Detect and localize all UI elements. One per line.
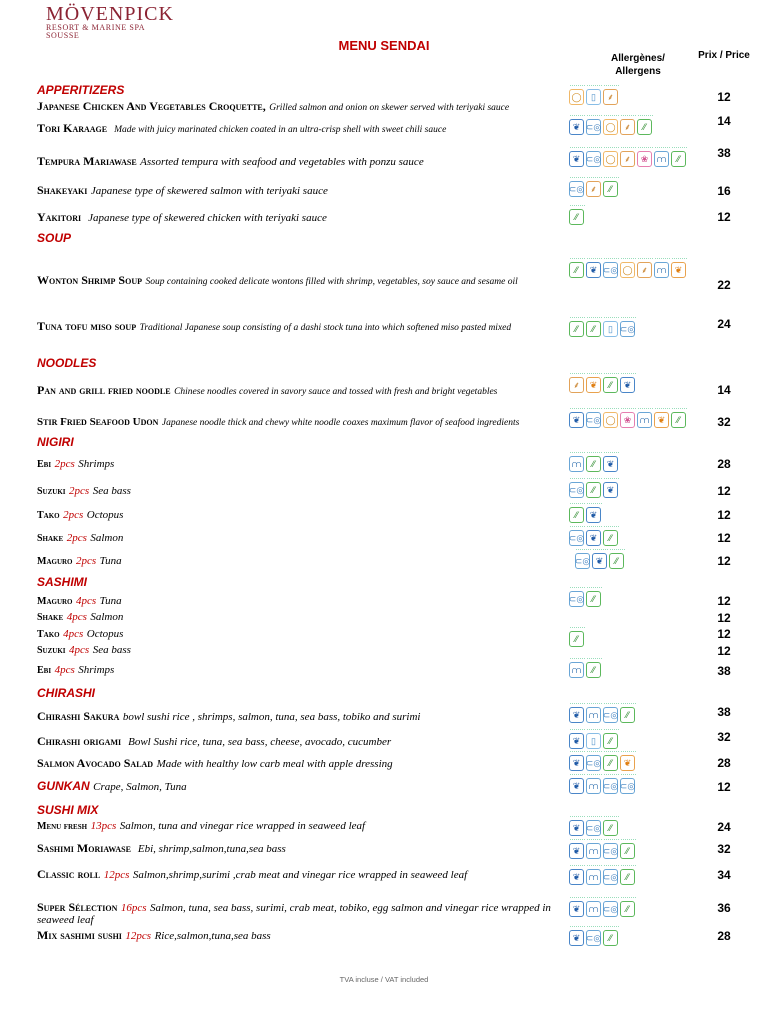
item-name: Tori Karaage (37, 121, 108, 135)
item-price: 12 (717, 611, 731, 625)
item-price: 32 (717, 730, 731, 744)
item-name: Mix sashimi sushi (37, 928, 122, 942)
item-price: 12 (717, 508, 731, 522)
soy-allergen-icon: ⁄⁄ (637, 119, 652, 135)
item-pieces: 4pcs (54, 664, 75, 676)
allergen-icons (569, 409, 704, 428)
item-price: 14 (717, 383, 731, 397)
soy-allergen-icon: ⁄⁄ (609, 553, 624, 569)
soy-allergen-icon: ⁄⁄ (586, 456, 601, 472)
menu-item (37, 485, 131, 498)
item-name: Tako (37, 629, 60, 640)
fish-allergen-icon: ⊂◎ (603, 869, 618, 885)
gluten-allergen-icon: ⸙ (620, 119, 635, 135)
soy-allergen-icon: ⁄⁄ (620, 869, 635, 885)
shellfish-allergen-icon: ❦ (569, 412, 584, 428)
soy-allergen-icon: ⁄⁄ (586, 482, 601, 498)
section-noodles: NOODLES (37, 356, 97, 370)
egg-allergen-icon: ◯ (603, 412, 618, 428)
item-name: Pan and grill fried noodle (37, 383, 171, 397)
menu-item (37, 628, 123, 641)
egg-allergen-icon: ◯ (620, 262, 635, 278)
shellfish-allergen-icon: ❦ (569, 843, 584, 859)
soy-allergen-icon: ⁄⁄ (569, 631, 584, 647)
item-price: 32 (717, 842, 731, 856)
fish-allergen-icon: ⊂◎ (586, 412, 601, 428)
item-description: Rice,salmon,tuna,sea bass (154, 930, 271, 942)
menu-item (37, 211, 327, 224)
item-name: Ebi (37, 459, 52, 470)
soy-allergen-icon: ⁄⁄ (586, 591, 601, 607)
allergen-icons (569, 659, 704, 678)
vat-footer: TVA incluse / VAT included (339, 975, 429, 984)
item-name: Shakeyaki (37, 183, 88, 197)
section-nigiri: NIGIRI (37, 435, 74, 449)
crustacean-allergen-icon: ⩋ (586, 869, 601, 885)
fish-allergen-icon: ⊂◎ (603, 707, 618, 723)
soy-allergen-icon: ⁄⁄ (569, 321, 584, 337)
item-description: Shrimps (78, 664, 115, 676)
item-price: 28 (717, 756, 731, 770)
fish-allergen-icon: ⊂◎ (586, 151, 601, 167)
soy-allergen-icon: ⁄⁄ (603, 755, 618, 771)
allergen-icons (569, 374, 704, 393)
item-name: Wonton Shrimp Soup (37, 273, 142, 287)
item-price: 12 (717, 780, 731, 794)
egg-allergen-icon: ◯ (603, 151, 618, 167)
item-name: Suzuki (37, 645, 66, 656)
item-name: Classic roll (37, 867, 101, 881)
item-pieces: 4pcs (66, 611, 87, 623)
menu-item (37, 509, 123, 522)
menu-item (37, 710, 421, 723)
item-price: 28 (717, 929, 731, 943)
soy-allergen-icon: ⁄⁄ (569, 209, 584, 225)
mollusc-allergen-icon: ❀ (637, 151, 652, 167)
shellfish-allergen-icon: ❦ (569, 755, 584, 771)
allergen-icons (569, 704, 704, 723)
item-price: 12 (717, 644, 731, 658)
crustacean-allergen-icon: ⩋ (586, 843, 601, 859)
item-price: 12 (717, 90, 731, 104)
allergen-icons (569, 840, 704, 859)
menu-item (37, 122, 446, 136)
fish-allergen-icon: ⊂◎ (603, 843, 618, 859)
item-pieces: 4pcs (63, 628, 84, 640)
allergen-icons (569, 527, 704, 546)
item-description: Salmon (90, 532, 124, 544)
item-name: Maguro (37, 556, 73, 567)
soy-allergen-icon: ⁄⁄ (671, 151, 686, 167)
shellfish-allergen-icon: ❦ (569, 151, 584, 167)
allergen-icons (569, 817, 704, 836)
soy-allergen-icon: ⁄⁄ (671, 412, 686, 428)
fish-allergen-icon: ⊂◎ (586, 755, 601, 771)
shellfish-allergen-icon: ❦ (569, 930, 584, 946)
milk-allergen-icon: ▯ (603, 321, 618, 337)
price-column-header: Prix / Price (698, 50, 750, 61)
allergen-icons (569, 178, 704, 197)
item-name: Japanese Chicken And Vegetables Croquette, (37, 99, 266, 113)
soy-allergen-icon: ⁄⁄ (603, 377, 618, 393)
allergen-icons (569, 148, 704, 167)
item-name: Tempura Mariawase (37, 154, 137, 168)
item-description: Salmon, tuna, sea bass, surimi, crab meat, tobiko, egg salmon and vinegar rice wrapped in seaweed leaf (37, 902, 551, 926)
fish-allergen-icon: ⊂◎ (569, 591, 584, 607)
fish-allergen-icon: ⊂◎ (569, 482, 584, 498)
menu-item (37, 929, 271, 942)
brand-line1: RESORT & MARINE SPA (46, 23, 146, 32)
item-pieces: 12pcs (103, 869, 130, 881)
milk-allergen-icon: ▯ (586, 733, 601, 749)
menu-item (37, 820, 365, 833)
item-pieces: 4pcs (76, 595, 97, 607)
item-description: Salmon (90, 611, 124, 623)
sesame-allergen-icon: ❦ (654, 412, 669, 428)
shellfish-allergen-icon: ❦ (569, 901, 584, 917)
menu-item (37, 735, 391, 748)
item-price: 16 (717, 184, 731, 198)
item-price: 12 (717, 554, 731, 568)
item-description: Japanese type of skewered salmon with teriyaki sauce (90, 185, 328, 197)
allergen-icons (569, 588, 704, 607)
item-description: Ebi, shrimp,salmon,tuna,sea bass (137, 843, 286, 855)
item-price: 38 (717, 664, 731, 678)
item-price: 12 (717, 484, 731, 498)
soy-allergen-icon: ⁄⁄ (603, 820, 618, 836)
allergen-icons (569, 898, 704, 917)
section-sashimi: SASHIMI (37, 575, 88, 589)
allergen-icons (569, 479, 704, 498)
allergen-icons (569, 318, 704, 337)
item-name: Shake (37, 533, 64, 544)
item-description: Shrimps (78, 458, 115, 470)
fish-allergen-icon: ⊂◎ (586, 930, 601, 946)
fish-allergen-icon: ⊂◎ (603, 262, 618, 278)
soy-allergen-icon: ⁄⁄ (586, 662, 601, 678)
crustacean-allergen-icon: ⩋ (654, 151, 669, 167)
menu-item (37, 757, 393, 770)
item-description: Tuna (99, 595, 122, 607)
section-chirashi: CHIRASHI (37, 686, 96, 700)
allergen-icons (569, 927, 704, 946)
item-description: Tuna (99, 555, 122, 567)
egg-allergen-icon: ◯ (569, 89, 584, 105)
item-description: Made with juicy marinated chicken coated in an ultra-crisp shell with sweet chili sauce (114, 125, 447, 135)
crustacean-allergen-icon: ⩋ (586, 707, 601, 723)
menu-item (37, 416, 519, 429)
item-name: GUNKAN (37, 779, 90, 793)
soy-allergen-icon: ⁄⁄ (603, 733, 618, 749)
item-name: Chirashi Sakura (37, 709, 120, 723)
item-name: Shake (37, 612, 64, 623)
item-name: Menu fresh (37, 821, 88, 832)
menu-title: MENU SENDAI (338, 38, 430, 53)
menu-item (37, 780, 187, 793)
item-price: 36 (717, 901, 731, 915)
item-name: Tuna tofu miso soup (37, 319, 137, 333)
crustacean-allergen-icon: ⩋ (637, 412, 652, 428)
item-price: 38 (717, 705, 731, 719)
allergen-icons (569, 259, 704, 278)
item-price: 22 (717, 278, 731, 292)
shellfish-allergen-icon: ❦ (569, 869, 584, 885)
item-pieces: 13pcs (90, 820, 117, 832)
menu-item (37, 901, 562, 926)
menu-item (37, 842, 286, 855)
item-description: Sea bass (92, 485, 131, 497)
item-description: Octopus (86, 509, 124, 521)
section-apperitizers: APPERITIZERS (37, 83, 125, 97)
crustacean-allergen-icon: ⩋ (586, 901, 601, 917)
allergen-icons (569, 206, 704, 225)
crustacean-allergen-icon: ⩋ (586, 778, 601, 794)
gluten-allergen-icon: ⸙ (569, 377, 584, 393)
allergen-icons (569, 775, 704, 794)
item-description: Soup containing cooked delicate wontons filled with shrimp, vegetables, soy sauce and sesame oil (145, 277, 518, 287)
menu-item (37, 100, 509, 114)
fish-allergen-icon: ⊂◎ (620, 778, 635, 794)
allergen-icons (569, 866, 704, 885)
item-price: 14 (717, 114, 731, 128)
fish-allergen-icon: ⊂◎ (620, 321, 635, 337)
fish-allergen-icon: ⊂◎ (603, 778, 618, 794)
item-price: 28 (717, 457, 731, 471)
item-price: 12 (717, 627, 731, 641)
gluten-allergen-icon: ⸙ (586, 181, 601, 197)
soy-allergen-icon: ⁄⁄ (603, 530, 618, 546)
item-description: Sea bass (92, 644, 131, 656)
brand-logo (46, 4, 176, 40)
item-name: Chirashi origami (37, 734, 122, 748)
brand-name: MÖVENPICK (46, 3, 174, 25)
soy-allergen-icon: ⁄⁄ (603, 930, 618, 946)
gluten-allergen-icon: ⸙ (620, 151, 635, 167)
item-pieces: 2pcs (66, 532, 87, 544)
item-description: Chinese noodles covered in savory sauce and tossed with fresh and bright vegetables (174, 387, 498, 397)
shellfish-allergen-icon: ❦ (569, 733, 584, 749)
item-description: Crape, Salmon, Tuna (93, 781, 187, 793)
item-name: Ebi (37, 665, 52, 676)
soy-allergen-icon: ⁄⁄ (603, 181, 618, 197)
sesame-allergen-icon: ❦ (671, 262, 686, 278)
allergens-column-header: Allergènes/ Allergens (611, 53, 665, 77)
item-description: Assorted tempura with seafood and vegetables with ponzu sauce (140, 156, 424, 168)
item-name: Yakitori (37, 210, 82, 224)
item-price: 24 (717, 820, 731, 834)
shellfish-allergen-icon: ❦ (569, 707, 584, 723)
item-pieces: 2pcs (54, 458, 75, 470)
allergen-icons (575, 550, 710, 569)
fish-allergen-icon: ⊂◎ (575, 553, 590, 569)
menu-item (37, 595, 122, 608)
item-price: 12 (717, 531, 731, 545)
allergen-icons (569, 86, 704, 105)
gluten-allergen-icon: ⸙ (603, 89, 618, 105)
soy-allergen-icon: ⁄⁄ (620, 901, 635, 917)
menu-item (37, 532, 123, 545)
item-description: Japanese type of skewered chicken with teriyaki sauce (88, 212, 327, 224)
allergen-icons (569, 453, 704, 472)
menu-item (37, 644, 131, 657)
item-price: 34 (717, 868, 731, 882)
allergen-icons (569, 752, 704, 771)
item-description: Grilled salmon and onion on skewer served with teriyaki sauce (269, 103, 510, 113)
item-description: Octopus (86, 628, 124, 640)
allergen-icons (569, 628, 704, 647)
item-pieces: 4pcs (69, 644, 90, 656)
shellfish-allergen-icon: ❦ (569, 778, 584, 794)
mollusc-allergen-icon: ❀ (620, 412, 635, 428)
item-pieces: 16pcs (120, 902, 147, 914)
item-pieces: 2pcs (63, 509, 84, 521)
fish-allergen-icon: ⊂◎ (569, 181, 584, 197)
item-price: 12 (717, 210, 731, 224)
sesame-allergen-icon: ❦ (620, 755, 635, 771)
item-name: Stir Fried Seafood Udon (37, 416, 159, 428)
fish-allergen-icon: ⊂◎ (586, 119, 601, 135)
item-price: 32 (717, 415, 731, 429)
item-name: Super Sélection (37, 900, 118, 914)
menu-item (37, 664, 114, 677)
item-description: Salmon, tuna and vinegar rice wrapped in seaweed leaf (119, 820, 366, 832)
allergen-icons (569, 504, 704, 523)
item-price: 24 (717, 317, 731, 331)
fish-allergen-icon: ⊂◎ (586, 820, 601, 836)
menu-item (37, 868, 467, 881)
item-description: Traditional Japanese soup consisting of a dashi stock tuna into which softened miso pasted mixed (139, 323, 512, 333)
item-description: Salmon,shrimp,surimi ,crab meat and vinegar rice wrapped in seaweed leaf (132, 869, 468, 881)
menu-item (37, 384, 497, 398)
sesame-allergen-icon: ❦ (586, 377, 601, 393)
shellfish-allergen-icon: ❦ (569, 820, 584, 836)
crustacean-allergen-icon: ⩋ (654, 262, 669, 278)
menu-item (37, 274, 562, 288)
menu-item (37, 320, 562, 334)
soy-allergen-icon: ⁄⁄ (586, 321, 601, 337)
section-soup: SOUP (37, 231, 72, 245)
item-name: Maguro (37, 596, 73, 607)
shellfish-allergen-icon: ❦ (620, 377, 635, 393)
item-description: Japanese noodle thick and chewy white noodle coaxes maximum flavor of seafood ingredients (161, 418, 520, 428)
item-name: Sashimi Moriawase (37, 841, 131, 855)
item-pieces: 12pcs (125, 930, 152, 942)
soy-allergen-icon: ⁄⁄ (620, 707, 635, 723)
item-description: bowl sushi rice , shrimps, salmon, tuna, sea bass, tobiko and surimi (122, 711, 421, 723)
item-name: Tako (37, 510, 60, 521)
shellfish-allergen-icon: ❦ (569, 119, 584, 135)
shellfish-allergen-icon: ❦ (586, 507, 601, 523)
menu-item (37, 184, 328, 197)
shellfish-allergen-icon: ❦ (586, 530, 601, 546)
crustacean-allergen-icon: ⩋ (569, 662, 584, 678)
gluten-allergen-icon: ⸙ (637, 262, 652, 278)
fish-allergen-icon: ⊂◎ (569, 530, 584, 546)
milk-allergen-icon: ▯ (586, 89, 601, 105)
menu-item (37, 458, 114, 471)
allergen-icons (569, 116, 704, 135)
brand-line2: SOUSSE (46, 31, 80, 40)
item-pieces: 2pcs (69, 485, 90, 497)
item-name: Salmon Avocado Salad (37, 756, 154, 770)
section-sushi-mix: SUSHI MIX (37, 803, 99, 817)
allergen-icons (569, 730, 704, 749)
fish-allergen-icon: ⊂◎ (603, 901, 618, 917)
egg-allergen-icon: ◯ (603, 119, 618, 135)
soy-allergen-icon: ⁄⁄ (620, 843, 635, 859)
shellfish-allergen-icon: ❦ (586, 262, 601, 278)
item-price: 12 (717, 594, 731, 608)
menu-item (37, 155, 424, 168)
crustacean-allergen-icon: ⩋ (569, 456, 584, 472)
menu-item (37, 611, 123, 624)
soy-allergen-icon: ⁄⁄ (569, 262, 584, 278)
menu-item (37, 555, 122, 568)
item-name: Suzuki (37, 486, 66, 497)
item-pieces: 2pcs (76, 555, 97, 567)
shellfish-allergen-icon: ❦ (592, 553, 607, 569)
soy-allergen-icon: ⁄⁄ (569, 507, 584, 523)
item-description: Made with healthy low carb meal with apple dressing (156, 758, 393, 770)
shellfish-allergen-icon: ❦ (603, 456, 618, 472)
shellfish-allergen-icon: ❦ (603, 482, 618, 498)
item-description: Bowl Sushi rice, tuna, sea bass, cheese, avocado, cucumber (128, 736, 392, 748)
item-price: 38 (717, 146, 731, 160)
